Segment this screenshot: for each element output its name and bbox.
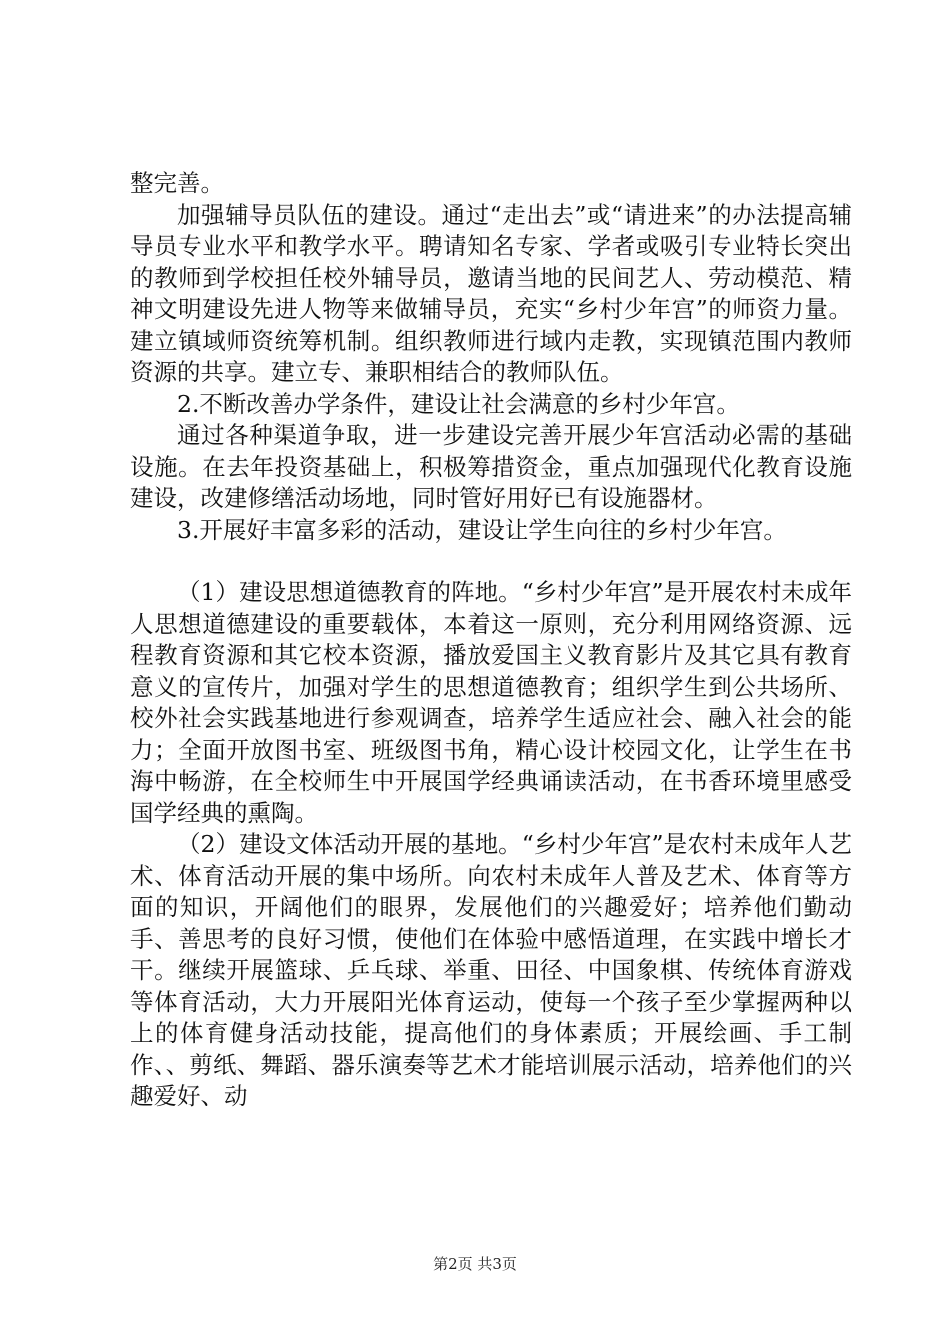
paragraph-facilities: 通过各种渠道争取，进一步建设完善开展少年宫活动必需的基础设施。在去年投资基础上，积极筹措资金，重点加强现代化教育设施建设，改建修缮活动场地，同时管好用好已有设施器材。 [130, 421, 852, 512]
paragraph-sports-arts: （2）建设文体活动开展的基地。“乡村少年宫”是农村未成年人艺术、体育活动开展的集中场所。向农村未成年人普及艺术、体育等方面的知识，开阔他们的眼界，发展他们的兴趣爱好；培养他们勤动手、善思考的良好习惯，使他们在体验中感悟道理，在实践中增长才干。继续开展篮球、乒乓球、举重、田径、中国象棋、传统体育游戏等体育活动，大力开展阳光体育运动，使每一个孩子至少掌握两种以上的体育健身活动技能，提高他们的身体素质；开展绘画、手工制作、、剪纸、舞蹈、器乐演奏等艺术才能培训展示活动，培养他们的兴趣爱好、动 [130, 830, 852, 1110]
paragraph-counselor-team: 加强辅导员队伍的建设。通过“走出去”或“请进来”的办法提高辅导员专业水平和教学水平。聘请知名专家、学者或吸引专业特长突出的教师到学校担任校外辅导员，邀请当地的民间艺人、劳动模范、精神文明建设先进人物等来做辅导员，充实“乡村少年宫”的师资力量。建立镇域师资统筹机制。组织教师进行域内走教，实现镇范围内教师资源的共享。建立专、兼职相结合的教师队伍。 [130, 200, 852, 386]
document-body [130, 168, 852, 1113]
paragraph-moral-education: （1）建设思想道德教育的阵地。“乡村少年宫”是开展农村未成年人思想道德建设的重要载体，本着这一原则，充分利用网络资源、远程教育资源和其它校本资源，播放爱国主义教育影片及其它具有教育意义的宣传片，加强对学生的思想道德教育；组织学生到公共场所、校外社会实践基地进行参观调查，培养学生适应社会、融入社会的能力；全面开放图书室、班级图书角，精心设计校园文化，让学生在书海中畅游，在全校师生中开展国学经典诵读活动，在书香环境里感受国学经典的熏陶。 [130, 578, 852, 827]
heading-improve-conditions: 2.不断改善办学条件，建设让社会满意的乡村少年宫。 [177, 389, 740, 418]
paragraph-continuation: 整完善。 [130, 169, 224, 197]
blank-line [130, 546, 852, 577]
page-footer: 第2页 共3页 [433, 1255, 517, 1273]
heading-activities: 3.开展好丰富多彩的活动，建设让学生向往的乡村少年宫。 [177, 515, 787, 544]
